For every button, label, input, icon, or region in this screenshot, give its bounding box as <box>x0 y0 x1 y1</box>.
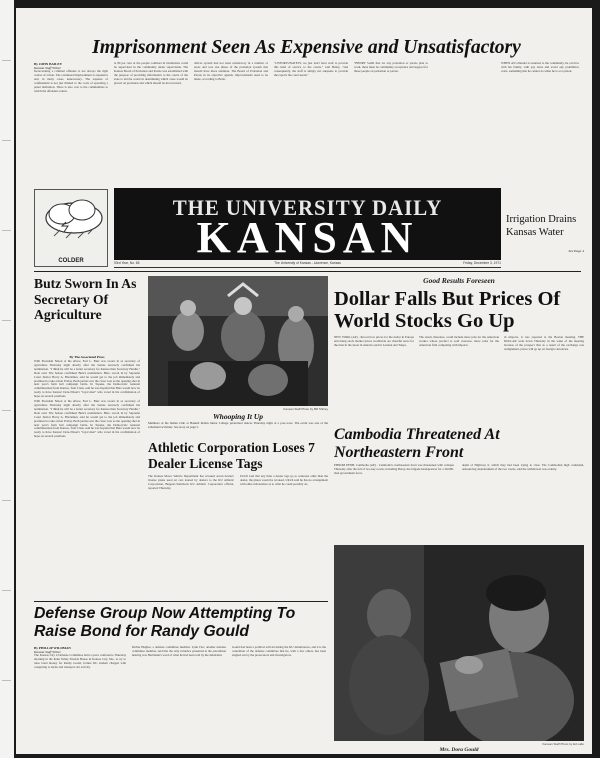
whooping-caption-headline: Whooping It Up <box>212 413 263 421</box>
masthead-volume: 93rd Year, No. 65 <box>114 261 140 265</box>
weather-cloud-icon <box>36 192 108 252</box>
cambodia-headline: Cambodia Threatened At Northeastern Front <box>334 426 500 461</box>
defense-headline: Defense Group Now Attempting To Raise Bond for Randy Gould <box>34 605 296 640</box>
athletic-headline: Athletic Corporation Loses 7 Dealer License Tags <box>148 440 315 471</box>
dollar-col-2 <box>419 336 499 420</box>
cambodia-col-1 <box>334 464 454 540</box>
butz-body <box>34 355 140 599</box>
butz-headline: Butz Sworn In As Secretary Of Agriculture <box>34 276 137 322</box>
masthead-university: The University of Kansas - Lawrence, Kansas <box>274 261 341 265</box>
masthead-line1: THE UNIVERSITY DAILY <box>172 195 443 220</box>
dora-gould-caption: Mrs. Dora Gould <box>439 747 479 753</box>
top-story-text: offices system had not been satisfactory in a number of areas and was one phase of the probation system that should have more attention. The Board of Probation and Parole in its objective agenda, improvements need to be made, according to Bettz. <box>194 62 268 81</box>
defense-col-2 <box>132 646 226 750</box>
dora-gould-photo <box>334 545 584 741</box>
portrait-image-icon <box>334 545 584 741</box>
top-story-text: Incarcerating a criminal offender is not always the right course of action. The continued imprisonment is expensive and, in many cases, unnecessary. The expense of confinement is not just limited to the costs of operating a penal institution. There is also cost to the communities to which the offenders return. <box>34 69 108 93</box>
top-story-col-1 <box>34 62 108 192</box>
masthead-rule <box>34 271 581 272</box>
butz-byline: By The Associated Press <box>69 355 105 359</box>
top-story-col-5 <box>354 62 428 180</box>
dancers-image-icon <box>148 276 328 406</box>
athletic-text: The Kansas Motor Vehicle Department has revoked seven dealers' license plates used on cars loaned by dealers to the KU Athletic Corporation, Buppert-Steinbock KU Athletic Corporation official, reported Thursday. <box>148 475 234 490</box>
dora-gould-credit: Kansan Staff Photo by Ed Lallo <box>542 742 584 746</box>
butz-text: With President Nixon at his elbow, Earl L. Butz was sworn in as secretary of agriculture Thursday night shortly after the Senate narrowly confirmed his nomination. "I think he will be a better secretary for Kansas than Secretary Hardin," Dole said. The Senate confirmed Butz's nomination. Butz, sworn in by Supreme Court Justice Harry A. Blackmun, said he would get to the job immediately and promised to take action Friday. Both parties saw the close vote as the opening shot in next year's farm belt campaign battle. In Topeka, the Democratic national committeeman from Kansas, Tom Clark, said he was hopeful that Butz would now be ready to have Kansas' Dole-Nixon's "loyal men" who voted in his confirmation of hope on several positions. <box>34 359 140 399</box>
masthead-line2: KANSAN <box>196 213 419 260</box>
top-story-col-4 <box>274 62 348 180</box>
masthead-date: Friday, December 3, 1971 <box>463 261 501 265</box>
whooping-caption: Members of the Indian Club at Haskell Indian Junior College performed dances Thursday night at a pow-wow. The event was one of the scheduled activities. See story on page 5. <box>148 422 328 429</box>
masthead-banner <box>114 188 501 260</box>
top-story-col-6 <box>501 62 579 192</box>
teaser-headline: Irrigation Drains Kansas Water <box>506 214 577 238</box>
weather-label: COLDER <box>58 258 84 264</box>
athletic-text: Ulrich said that any time a dealer tags go to someone other than the dealer, the plates would be revoked. Ulrich said he has no arrangement with other universities as to what he could possibly do. <box>240 475 328 486</box>
whooping-credit: Kansan Staff Photo by Bill Shirley <box>283 407 328 411</box>
top-story-headline: Imprisonment Seen As Expensive and Unsatisfactory <box>92 38 521 58</box>
dollar-text: NEW YORK (AP) - Record low prices for the dollar in Europe and rising stock market prices worldwide are cheerful news for the man in the street in America and in London and Tokyo. <box>334 336 414 347</box>
top-story-byline-role: Kansan Staff Writer <box>34 66 61 70</box>
defense-text: Gould had been a political activist during the KU disturbances, and it is the contention of the defense committee that he, with a few others, has been singled out by the prosecutors and investigators. <box>232 646 326 657</box>
top-story-byline: By JOHN BAILEY <box>34 62 63 66</box>
masthead-dateline <box>114 261 501 268</box>
top-story-text: WHEN AN offender is returned to the community, he can live with his family, with pay taxes and avoid any prohibitive costs, something that he cannot do when he is at a prison. <box>501 62 579 73</box>
top-story-text: "UNFORTUNATELY, we just don't have staff to provide this kind of service to the courts," said Henry, "and consequently, the staff is simply not adequate to provide the reports the court needs." <box>274 62 348 77</box>
top-story-col-2 <box>114 62 188 180</box>
newspaper-page <box>16 8 592 754</box>
athletic-col-1 <box>148 475 234 595</box>
defense-col-3 <box>232 646 326 750</box>
section-rule <box>34 601 328 602</box>
weather-box <box>34 189 108 267</box>
defense-byline: By PHILLIP WILDMAN <box>34 646 71 650</box>
dollar-text: in imports, it was reported at the Boston meeting. THE DOLLAR went down Thursday in the wake of the meeting because of the prospect that as a result of the exchange rate realignment, prices will go up on foreign currencies. <box>504 336 584 351</box>
cambodia-col-2 <box>462 464 584 540</box>
dollar-headline: Dollar Falls But Prices Of World Stocks Go Up <box>334 288 561 332</box>
athletic-col-2 <box>240 475 328 595</box>
top-story-text: "HENRY SAID that for any probation or parole plan to work, there must be community acceptance and support for those people on probation or parole. <box>354 62 428 73</box>
defense-text: The Kansas City 4 Defense Committee held a press conference Thursday morning in the Penn Valley Friends House in Kansas City, Mo., to try to raise bond money for Randy Gould, former KU student charged with conspiring to incite and transport riot activity. <box>34 653 126 669</box>
teaser-page-ref: See Page 4 <box>568 249 584 253</box>
dollar-col-1 <box>334 336 414 420</box>
defense-col-1 <box>34 646 126 750</box>
whooping-photo <box>148 276 328 406</box>
top-story-col-3 <box>194 62 268 180</box>
butz-text-2: With President Nixon at his elbow, Earl L. Butz was sworn in as secretary of agriculture Thursday night shortly after the Senate narrowly confirmed his nomination. "I think he will be a better secretary for Kansas than Secretary Hardin," Dole said. The Senate confirmed Butz's nomination. Butz, sworn in by Supreme Court Justice Harry A. Blackmun, said he would get to the job immediately and promised to take action Friday. Both parties saw the close vote as the opening shot in next year's farm belt campaign battle. In Topeka, the Democratic national committeeman from Kansas, Tom Clark, said he was hopeful that Butz would now be ready to have Kansas' Dole-Nixon's "loyal men" who voted in his confirmation of hope on several positions. <box>34 399 140 439</box>
dollar-col-3 <box>504 336 584 420</box>
cambodia-text: depth of Highway 6, which they had been trying to clear. The Cambodian high command, announcing abandonment of the two towns, said the withdrawal was orderly. <box>462 464 584 471</box>
defense-byline-role: Kansan Staff Writer <box>34 650 61 654</box>
dollar-kicker: Good Results Foreseen <box>423 276 495 285</box>
cambodia-text: PHNOM PENH, Cambodia (AP) - Cambodia's northeastern front was threatened with collapse Thursday after the fall of two key towns, including Baray, the brigade headquarters for a 20,000-man government force. <box>334 464 454 475</box>
dollar-text: The result, therefore, could include more jobs for the American worker whose product is sold overseas, more sales for the American firm competing with imports. <box>419 336 499 347</box>
page-edge-strip <box>0 0 14 758</box>
defense-text: Richie Hughes, a defense committee member. Lynn Farr, another defense committee member, said that the only evidence presented at the extradition hearing was Hartmann's word of what he had been told by the defendant. <box>132 646 226 657</box>
top-story-text: at 80 per cent of the people confined in institutions could be supervised in the community under supervision. The Kansas Board of Probation and Parole was established with the purpose of providing information to the courts of the state to aid the courts in determining which cases would be placed on probation and which should be incarcerated. <box>114 62 188 85</box>
